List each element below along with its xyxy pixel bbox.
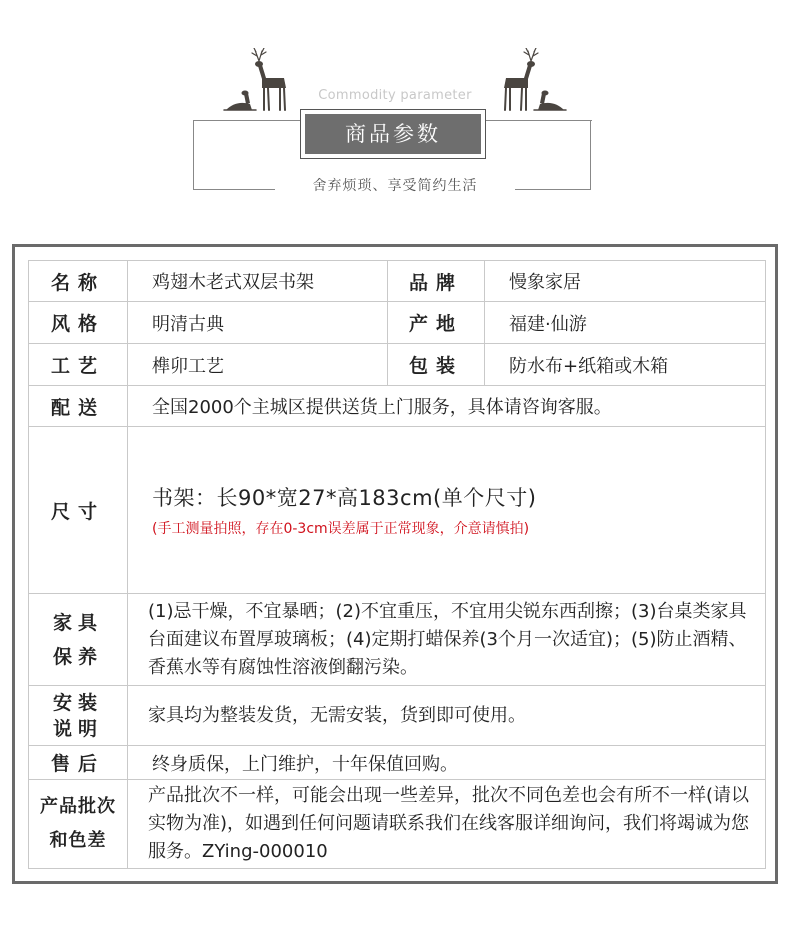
english-title: Commodity parameter (318, 88, 472, 103)
name-label: 名称 (29, 261, 128, 302)
header (0, 0, 790, 215)
delivery-value: 全国2000个主城区提供送货上门服务，具体请咨询客服。 (128, 386, 766, 427)
care-label-line2: 保养 (52, 645, 103, 668)
pack-value: 防水布+纸箱或木箱 (485, 344, 766, 386)
install-value: 家具均为整装发货，无需安装，货到即可使用。 (128, 686, 766, 746)
size-note: (手工测量拍照，存在0-3cm误差属于正常现象，介意请慎拍) (152, 521, 530, 537)
page-title: 商品参数 (305, 114, 481, 154)
brand-label: 品牌 (388, 261, 485, 302)
care-label (29, 594, 128, 686)
spec-table (28, 260, 766, 869)
frame-line-left (193, 120, 303, 121)
frame-line-right (482, 120, 592, 121)
name-value: 鸡翅木老式双层书架 (128, 261, 388, 302)
batch-value: 产品批次不一样，可能会出现一些差异，批次不同色差也会有所不一样(请以实物为准)，如遇到任何问题请联系我们在线客服详细询问，我们将竭诚为您服务。ZYing-000010 (148, 785, 750, 862)
install-label-line1: 安装 (52, 691, 103, 714)
origin-label: 产地 (388, 302, 485, 344)
install-label (29, 686, 128, 746)
page-subtitle: 舍弃烦琐、享受简约生活 (275, 175, 515, 195)
care-label-line1: 家具 (52, 611, 103, 634)
batch-label-line1: 产品批次 (40, 796, 116, 817)
size-cell (128, 427, 766, 594)
craft-label: 工艺 (29, 344, 128, 386)
batch-label-line2: 和色差 (49, 830, 107, 851)
size-label: 尺寸 (29, 427, 128, 594)
batch-label (29, 780, 128, 868)
size-value: 书架：长90*宽27*高183cm(单个尺寸) (152, 486, 537, 510)
brand-value: 慢象家居 (485, 261, 766, 302)
aftersale-value: 终身质保，上门维护，十年保值回购。 (128, 746, 766, 780)
style-label: 风格 (29, 302, 128, 344)
deer-ornament-right-icon (486, 48, 568, 118)
install-label-line2: 说明 (52, 717, 103, 740)
style-value: 明清古典 (128, 302, 388, 344)
title-badge (300, 109, 486, 159)
aftersale-label: 售后 (29, 746, 128, 780)
delivery-label: 配送 (29, 386, 128, 427)
craft-value: 榫卯工艺 (128, 344, 388, 386)
deer-ornament-left-icon (222, 48, 304, 118)
origin-value: 福建·仙游 (485, 302, 766, 344)
care-value: (1)忌干燥，不宜暴晒；(2)不宜重压，不宜用尖锐东西刮擦；(3)台桌类家具台面建议布置厚玻璃板；(4)定期打蜡保养(3个月一次适宜)；(5)防止酒精、香蕉水等有腐蚀性溶液倒翻污染。 (128, 594, 766, 686)
pack-label: 包装 (388, 344, 485, 386)
